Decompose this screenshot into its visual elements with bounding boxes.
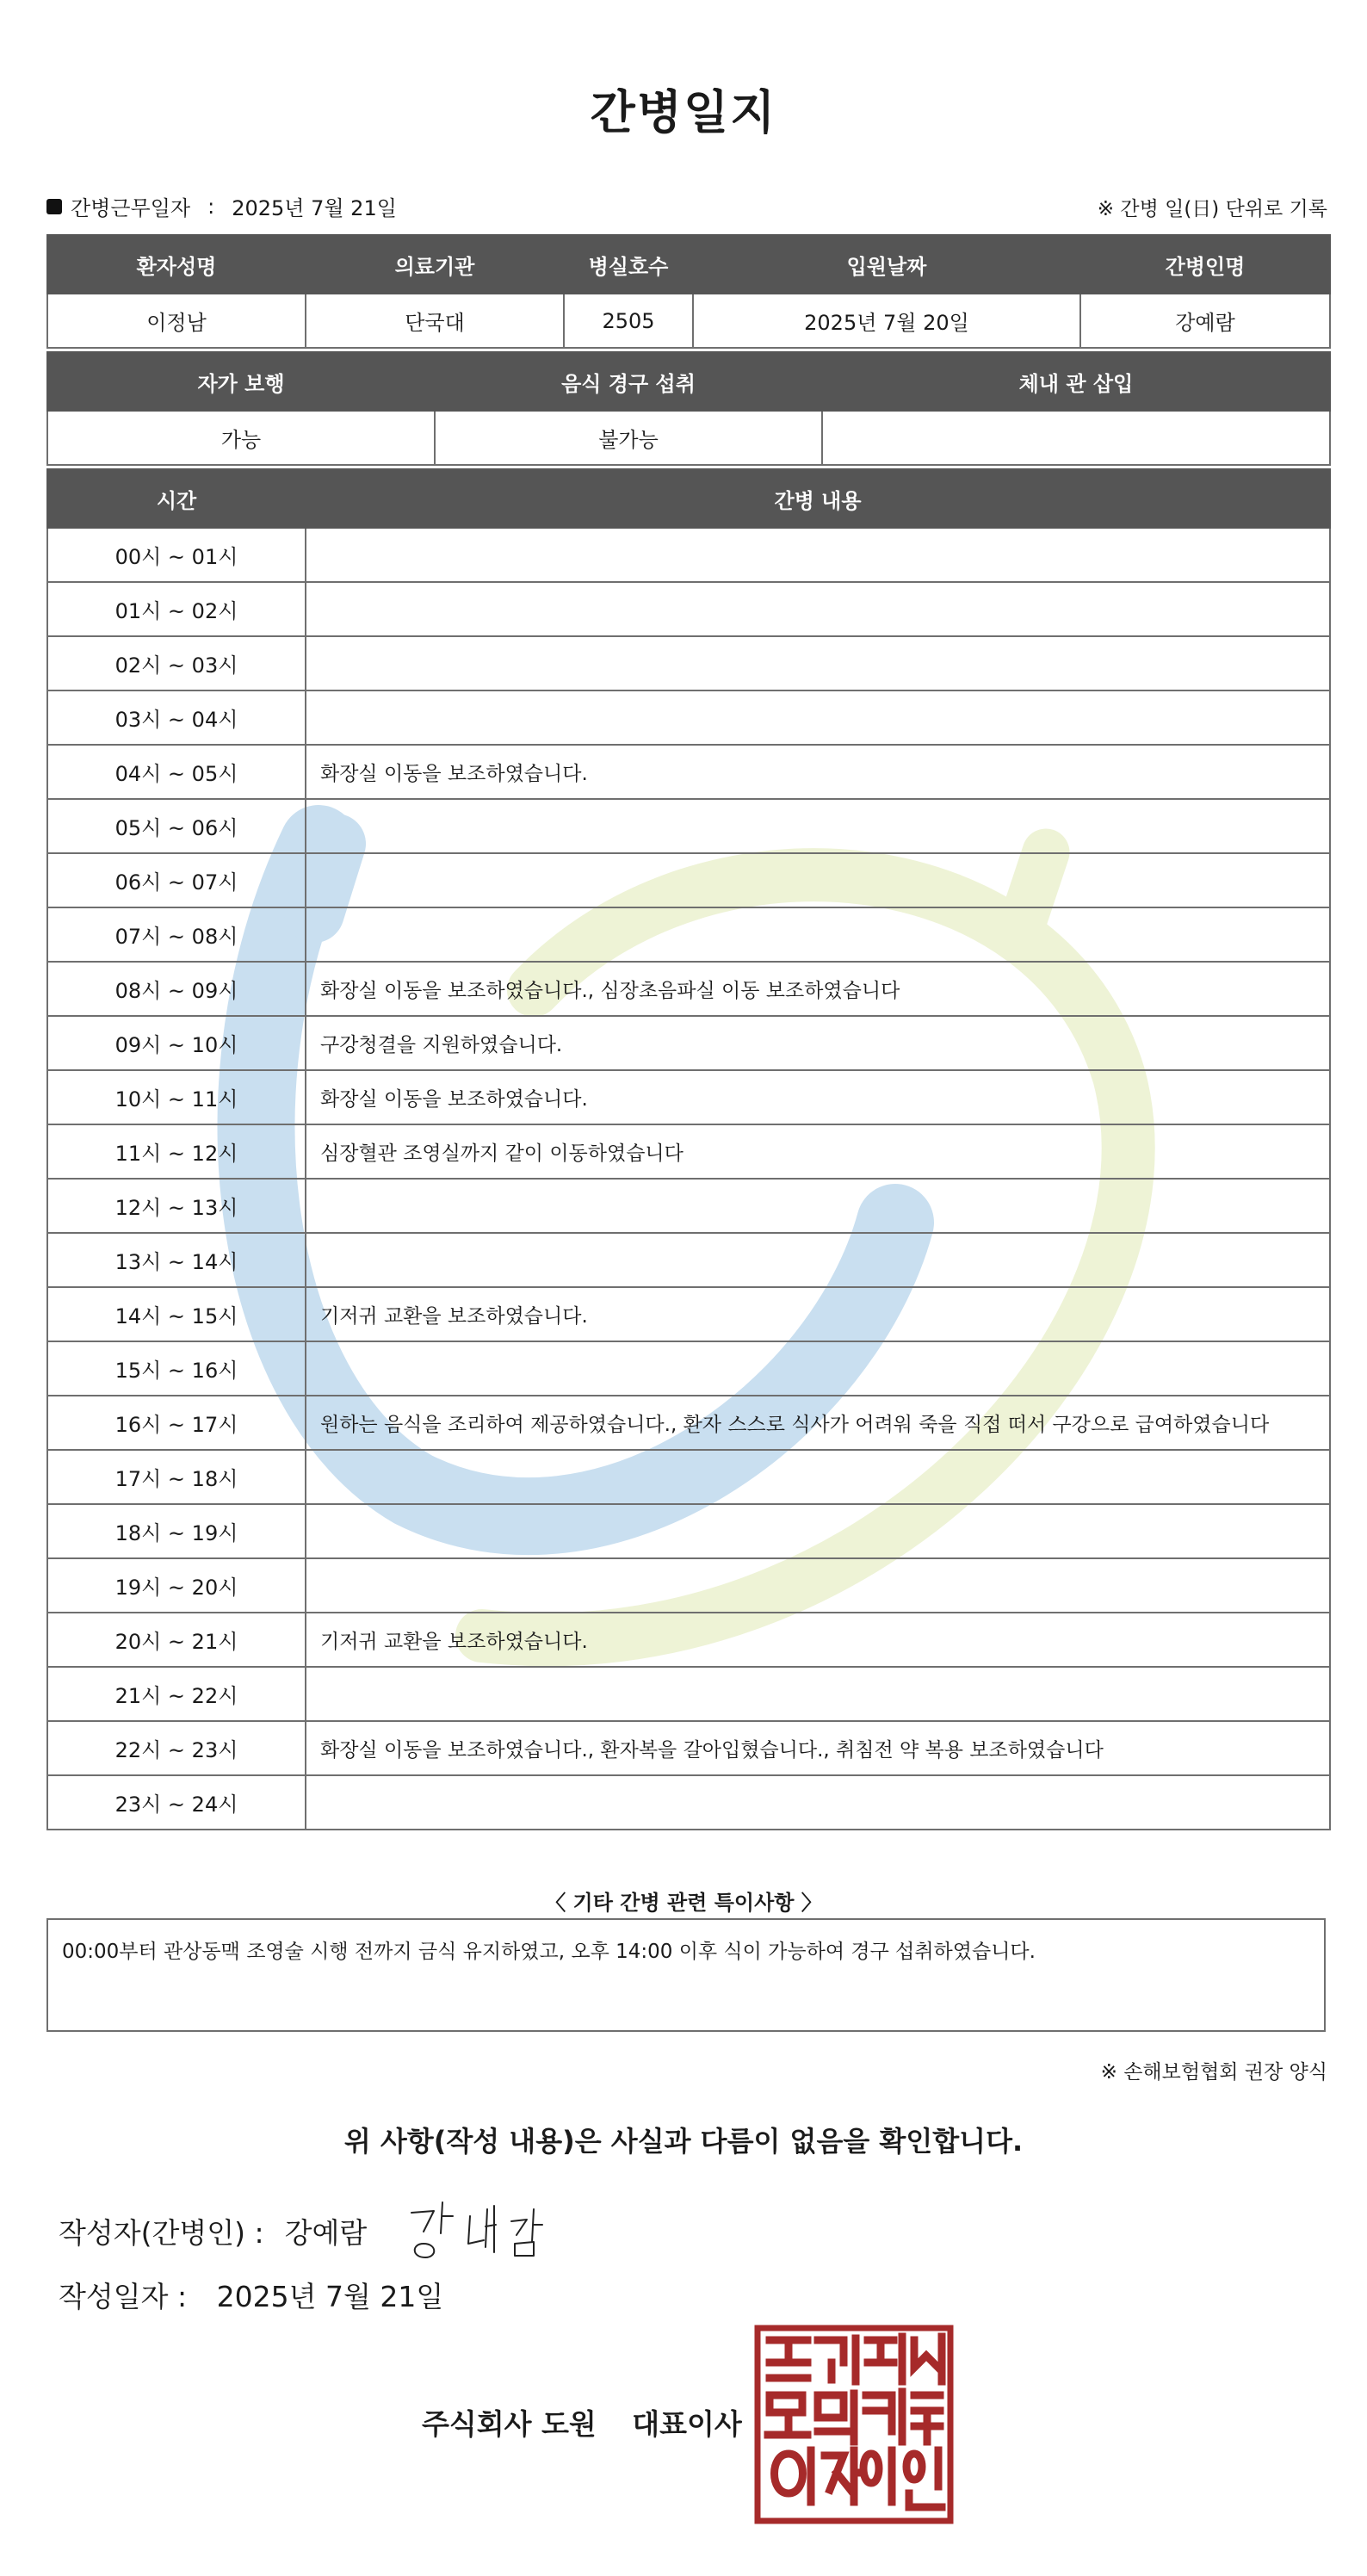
content-cell: 원하는 음식을 조리하여 제공하였습니다., 환자 스스로 식사가 어려워 죽을 직접 떠서 구강으로 급여하였습니다 (306, 1396, 1330, 1450)
table-row (47, 1179, 1330, 1233)
status-value-row (47, 411, 1330, 465)
log-header-row (47, 469, 1330, 528)
patient-status-table (46, 351, 1331, 466)
notes-section-title: 〈 기타 간병 관련 특이사항 〉 (545, 1891, 822, 1915)
time-cell: 05시 ~ 06시 (47, 799, 306, 853)
written-date-label: 작성일자 : (59, 2280, 188, 2313)
table-row (47, 745, 1330, 799)
content-cell (306, 799, 1330, 853)
work-date-line (46, 191, 397, 221)
content-cell: 화장실 이동을 보조하였습니다., 심장초음파실 이동 보조하였습니다 (306, 962, 1330, 1016)
content-cell (306, 690, 1330, 745)
header-caregiver-name: 간병인명 (1080, 235, 1330, 294)
table-row (47, 1504, 1330, 1558)
time-cell: 17시 ~ 18시 (47, 1450, 306, 1504)
table-row (47, 1396, 1330, 1450)
table-row (47, 1667, 1330, 1721)
content-cell (306, 1775, 1330, 1830)
table-row (47, 528, 1330, 582)
header-room-number: 병실호수 (564, 235, 693, 294)
handwritten-signature (405, 2187, 560, 2273)
content-cell (306, 1558, 1330, 1613)
content-cell: 기저귀 교환을 보조하였습니다. (306, 1613, 1330, 1667)
header-tube-insertion: 체내 관 삽입 (822, 352, 1330, 411)
content-cell: 화장실 이동을 보조하였습니다., 환자복을 갈아입혔습니다., 취침전 약 복용 보조하였습니다 (306, 1721, 1330, 1775)
time-cell: 20시 ~ 21시 (47, 1613, 306, 1667)
content-cell: 화장실 이동을 보조하였습니다. (306, 745, 1330, 799)
time-cell: 12시 ~ 13시 (47, 1179, 306, 1233)
content-cell (306, 528, 1330, 582)
time-cell: 03시 ~ 04시 (47, 690, 306, 745)
written-date-value: 2025년 7월 21일 (216, 2280, 444, 2313)
table-row (47, 799, 1330, 853)
time-cell: 02시 ~ 03시 (47, 636, 306, 690)
room-number: 2505 (564, 294, 693, 348)
table-row (47, 1450, 1330, 1504)
time-cell: 00시 ~ 01시 (47, 528, 306, 582)
table-row (47, 582, 1330, 636)
time-cell: 08시 ~ 09시 (47, 962, 306, 1016)
time-cell: 04시 ~ 05시 (47, 745, 306, 799)
header-care-content: 간병 내용 (306, 469, 1330, 528)
oral-intake-value: 불가능 (435, 411, 822, 465)
confirmation-statement: 위 사항(작성 내용)은 사실과 다름이 없음을 확인합니다. (343, 2125, 1024, 2158)
table-row (47, 1613, 1330, 1667)
header-admission-date: 입원날짜 (693, 235, 1080, 294)
header-oral-intake: 음식 경구 섭취 (435, 352, 822, 411)
time-cell: 11시 ~ 12시 (47, 1124, 306, 1179)
writer-line (59, 2211, 367, 2251)
table-row (47, 636, 1330, 690)
company-name: 주식회사 도원 (422, 2407, 597, 2441)
header-time: 시간 (47, 469, 306, 528)
time-cell: 07시 ~ 08시 (47, 907, 306, 962)
hospital-name: 단국대 (306, 294, 564, 348)
company-seal-stamp (754, 2325, 954, 2524)
company-signature-line (422, 2402, 742, 2443)
hourly-care-log-table (46, 468, 1331, 1830)
form-source-note: ※ 손해보험협회 권장 양식 (1100, 2061, 1327, 2084)
time-cell: 15시 ~ 16시 (47, 1341, 306, 1396)
content-cell: 구강청결을 지원하였습니다. (306, 1016, 1330, 1070)
content-cell (306, 1179, 1330, 1233)
content-cell (306, 1341, 1330, 1396)
time-cell: 01시 ~ 02시 (47, 582, 306, 636)
work-date-separator: : (207, 194, 215, 219)
content-cell (306, 853, 1330, 907)
work-date-value: 2025년 7월 21일 (232, 196, 397, 220)
writer-label: 작성자(간병인) : (59, 2216, 264, 2250)
table-row (47, 853, 1330, 907)
content-cell (306, 582, 1330, 636)
patient-info-header-row (47, 235, 1330, 294)
content-cell: 기저귀 교환을 보조하였습니다. (306, 1287, 1330, 1341)
writer-name: 강예람 (284, 2216, 368, 2250)
header-self-walking: 자가 보행 (47, 352, 435, 411)
time-cell: 18시 ~ 19시 (47, 1504, 306, 1558)
table-row (47, 1341, 1330, 1396)
table-row (47, 1558, 1330, 1613)
table-row (47, 1124, 1330, 1179)
content-cell: 화장실 이동을 보조하였습니다. (306, 1070, 1330, 1124)
table-row (47, 1070, 1330, 1124)
table-row (47, 962, 1330, 1016)
content-cell (306, 1504, 1330, 1558)
time-cell: 16시 ~ 17시 (47, 1396, 306, 1450)
tube-insertion-value (822, 411, 1330, 465)
table-row (47, 1775, 1330, 1830)
admission-date: 2025년 7월 20일 (693, 294, 1080, 348)
time-cell: 06시 ~ 07시 (47, 853, 306, 907)
page-title: 간병일지 (590, 85, 777, 139)
time-cell: 22시 ~ 23시 (47, 1721, 306, 1775)
company-title: 대표이사 (632, 2407, 742, 2441)
content-cell (306, 1450, 1330, 1504)
table-row (47, 1233, 1330, 1287)
patient-name: 이정남 (47, 294, 306, 348)
content-cell (306, 636, 1330, 690)
content-cell: 심장혈관 조영실까지 같이 이동하였습니다 (306, 1124, 1330, 1179)
written-date-line (59, 2275, 443, 2315)
unit-note: ※ 간병 일(日) 단위로 기록 (1097, 198, 1327, 220)
status-header-row (47, 352, 1330, 411)
table-row (47, 1016, 1330, 1070)
patient-info-table (46, 234, 1331, 349)
time-cell: 10시 ~ 11시 (47, 1070, 306, 1124)
time-cell: 23시 ~ 24시 (47, 1775, 306, 1830)
time-cell: 19시 ~ 20시 (47, 1558, 306, 1613)
header-hospital: 의료기관 (306, 235, 564, 294)
caregiver-name: 강예람 (1080, 294, 1330, 348)
content-cell (306, 907, 1330, 962)
content-cell (306, 1667, 1330, 1721)
special-notes-box: 00:00부터 관상동맥 조영술 시행 전까지 금식 유지하였고, 오후 14:00 이후 식이 가능하여 경구 섭취하였습니다. (46, 1918, 1326, 2032)
time-cell: 21시 ~ 22시 (47, 1667, 306, 1721)
table-row (47, 1287, 1330, 1341)
self-walking-value: 가능 (47, 411, 435, 465)
bullet-square-icon (46, 199, 62, 214)
time-cell: 13시 ~ 14시 (47, 1233, 306, 1287)
table-row (47, 690, 1330, 745)
work-date-label: 간병근무일자 (71, 196, 191, 220)
time-cell: 14시 ~ 15시 (47, 1287, 306, 1341)
header-patient-name: 환자성명 (47, 235, 306, 294)
content-cell (306, 1233, 1330, 1287)
patient-info-value-row (47, 294, 1330, 348)
table-row (47, 907, 1330, 962)
table-row (47, 1721, 1330, 1775)
time-cell: 09시 ~ 10시 (47, 1016, 306, 1070)
